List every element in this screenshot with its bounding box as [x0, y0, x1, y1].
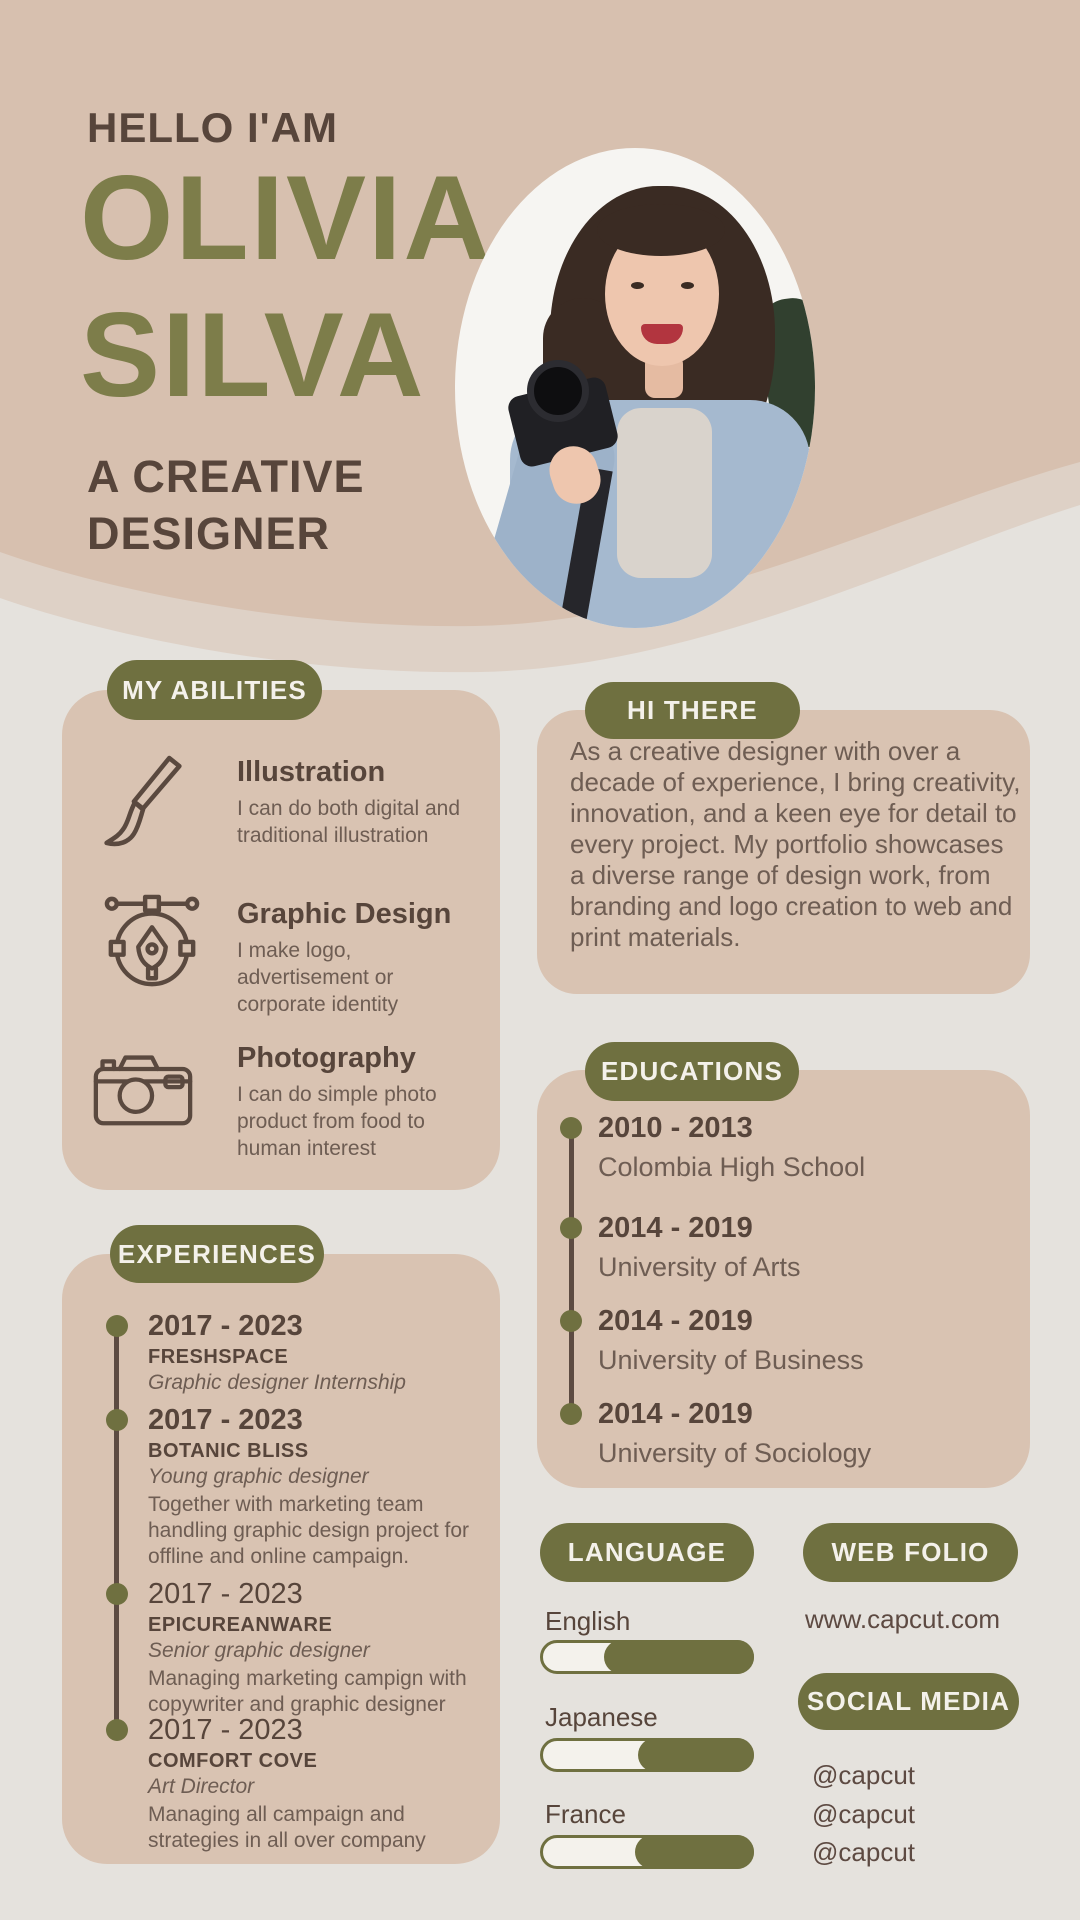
ability-desc: I make logo, advertisement or corporate identity	[237, 939, 399, 1016]
first-name: OLIVIA	[80, 151, 493, 285]
greeting-text: HELLO I'AM	[87, 104, 338, 151]
about-badge: HI THERE	[585, 682, 800, 739]
webfolio-badge: WEB FOLIO	[803, 1523, 1018, 1582]
ability-item	[237, 756, 487, 849]
experience-desc: Managing marketing campign with copywriter and graphic designer	[148, 1667, 467, 1716]
abilities-badge: MY ABILITIES	[107, 660, 322, 720]
ability-desc: I can do both digital and traditional illustration	[237, 797, 461, 847]
experience-period: 2017 - 2023	[148, 1404, 303, 1436]
last-name: SILVA	[80, 288, 426, 422]
experience-company: EPICUREANWARE	[148, 1614, 333, 1636]
experience-company: BOTANIC BLISS	[148, 1440, 309, 1462]
experiences-badge: EXPERIENCES	[110, 1225, 324, 1283]
experience-role: Graphic designer Internship	[148, 1371, 406, 1394]
language-level-fill	[638, 1738, 754, 1772]
portrait-eye	[681, 282, 694, 289]
experience-desc: Together with marketing team handling graphic design project for offline and online campaign.	[148, 1493, 470, 1568]
social-handle[interactable]: @capcut	[812, 1760, 915, 1790]
experience-desc: Managing all campaign and strategies in all over company	[148, 1803, 426, 1852]
language-name: Japanese	[545, 1702, 658, 1732]
language-level-bar	[540, 1640, 754, 1674]
language-level-bar	[540, 1835, 754, 1869]
ability-item	[237, 1042, 487, 1162]
timeline-dot	[106, 1409, 128, 1431]
portrait-shirt	[617, 408, 712, 578]
education-item	[598, 1212, 958, 1283]
timeline-dot	[106, 1315, 128, 1337]
experience-item	[148, 1714, 488, 1854]
ability-title: Illustration	[237, 756, 386, 788]
language-name: English	[545, 1606, 631, 1636]
language-level-fill	[604, 1640, 754, 1674]
social-media-badge: SOCIAL MEDIA	[798, 1673, 1019, 1730]
ability-desc: I can do simple photo product from food to human interest	[237, 1083, 437, 1160]
education-item	[598, 1398, 958, 1469]
education-period: 2014 - 2019	[598, 1305, 753, 1337]
portrait-hair-fringe	[597, 204, 725, 256]
experience-item	[148, 1310, 488, 1398]
camera-icon	[93, 1048, 193, 1130]
portrait-eye	[631, 282, 644, 289]
education-period: 2014 - 2019	[598, 1398, 753, 1430]
timeline-dot	[106, 1583, 128, 1605]
ability-item	[237, 898, 487, 1018]
education-period: 2014 - 2019	[598, 1212, 753, 1244]
experience-item	[148, 1404, 488, 1570]
experience-item	[148, 1578, 488, 1718]
about-paragraph: As a creative designer with over a decade of experience, I bring creativity, innovation, and a keen eye for detail to every project. My portfolio showcases a diverse range of design work, from branding and logo creation to web and print materials.	[570, 736, 1021, 952]
experience-role: Senior graphic designer	[148, 1639, 370, 1662]
experience-period: 2017 - 2023	[148, 1578, 303, 1610]
timeline-dot	[560, 1217, 582, 1239]
language-badge: LANGUAGE	[540, 1523, 754, 1582]
ability-title: Graphic Design	[237, 898, 452, 930]
experience-role: Young graphic designer	[148, 1465, 369, 1488]
experience-company: COMFORT COVE	[148, 1750, 318, 1772]
educations-badge: EDUCATIONS	[585, 1042, 799, 1101]
education-period: 2010 - 2013	[598, 1112, 753, 1144]
education-school: Colombia High School	[598, 1152, 866, 1182]
language-level-fill	[635, 1835, 754, 1869]
timeline-dot	[560, 1403, 582, 1425]
language-level-bar	[540, 1738, 754, 1772]
experience-period: 2017 - 2023	[148, 1714, 303, 1746]
name-heading	[80, 150, 492, 424]
experience-period: 2017 - 2023	[148, 1310, 303, 1342]
education-school: University of Arts	[598, 1252, 801, 1282]
experiences-timeline-line	[114, 1326, 119, 1730]
ability-title: Photography	[237, 1042, 416, 1074]
profile-photo	[455, 148, 815, 628]
education-item	[598, 1305, 958, 1376]
paintbrush-icon	[98, 753, 190, 849]
experience-role: Art Director	[148, 1775, 255, 1798]
timeline-dot	[560, 1117, 582, 1139]
camera-lens	[527, 360, 589, 422]
webfolio-url[interactable]: www.capcut.com	[805, 1604, 1001, 1634]
social-handle[interactable]: @capcut	[812, 1837, 915, 1867]
language-name: France	[545, 1799, 626, 1829]
experience-company: FRESHSPACE	[148, 1346, 289, 1368]
educations-timeline-line	[569, 1128, 574, 1414]
timeline-dot	[560, 1310, 582, 1332]
education-item	[598, 1112, 958, 1183]
education-school: University of Business	[598, 1345, 864, 1375]
timeline-dot	[106, 1719, 128, 1741]
social-handle[interactable]: @capcut	[812, 1799, 915, 1829]
education-school: University of Sociology	[598, 1438, 872, 1468]
role-heading: A CREATIVE DESIGNER	[87, 451, 365, 559]
pen-tool-icon	[103, 892, 201, 990]
